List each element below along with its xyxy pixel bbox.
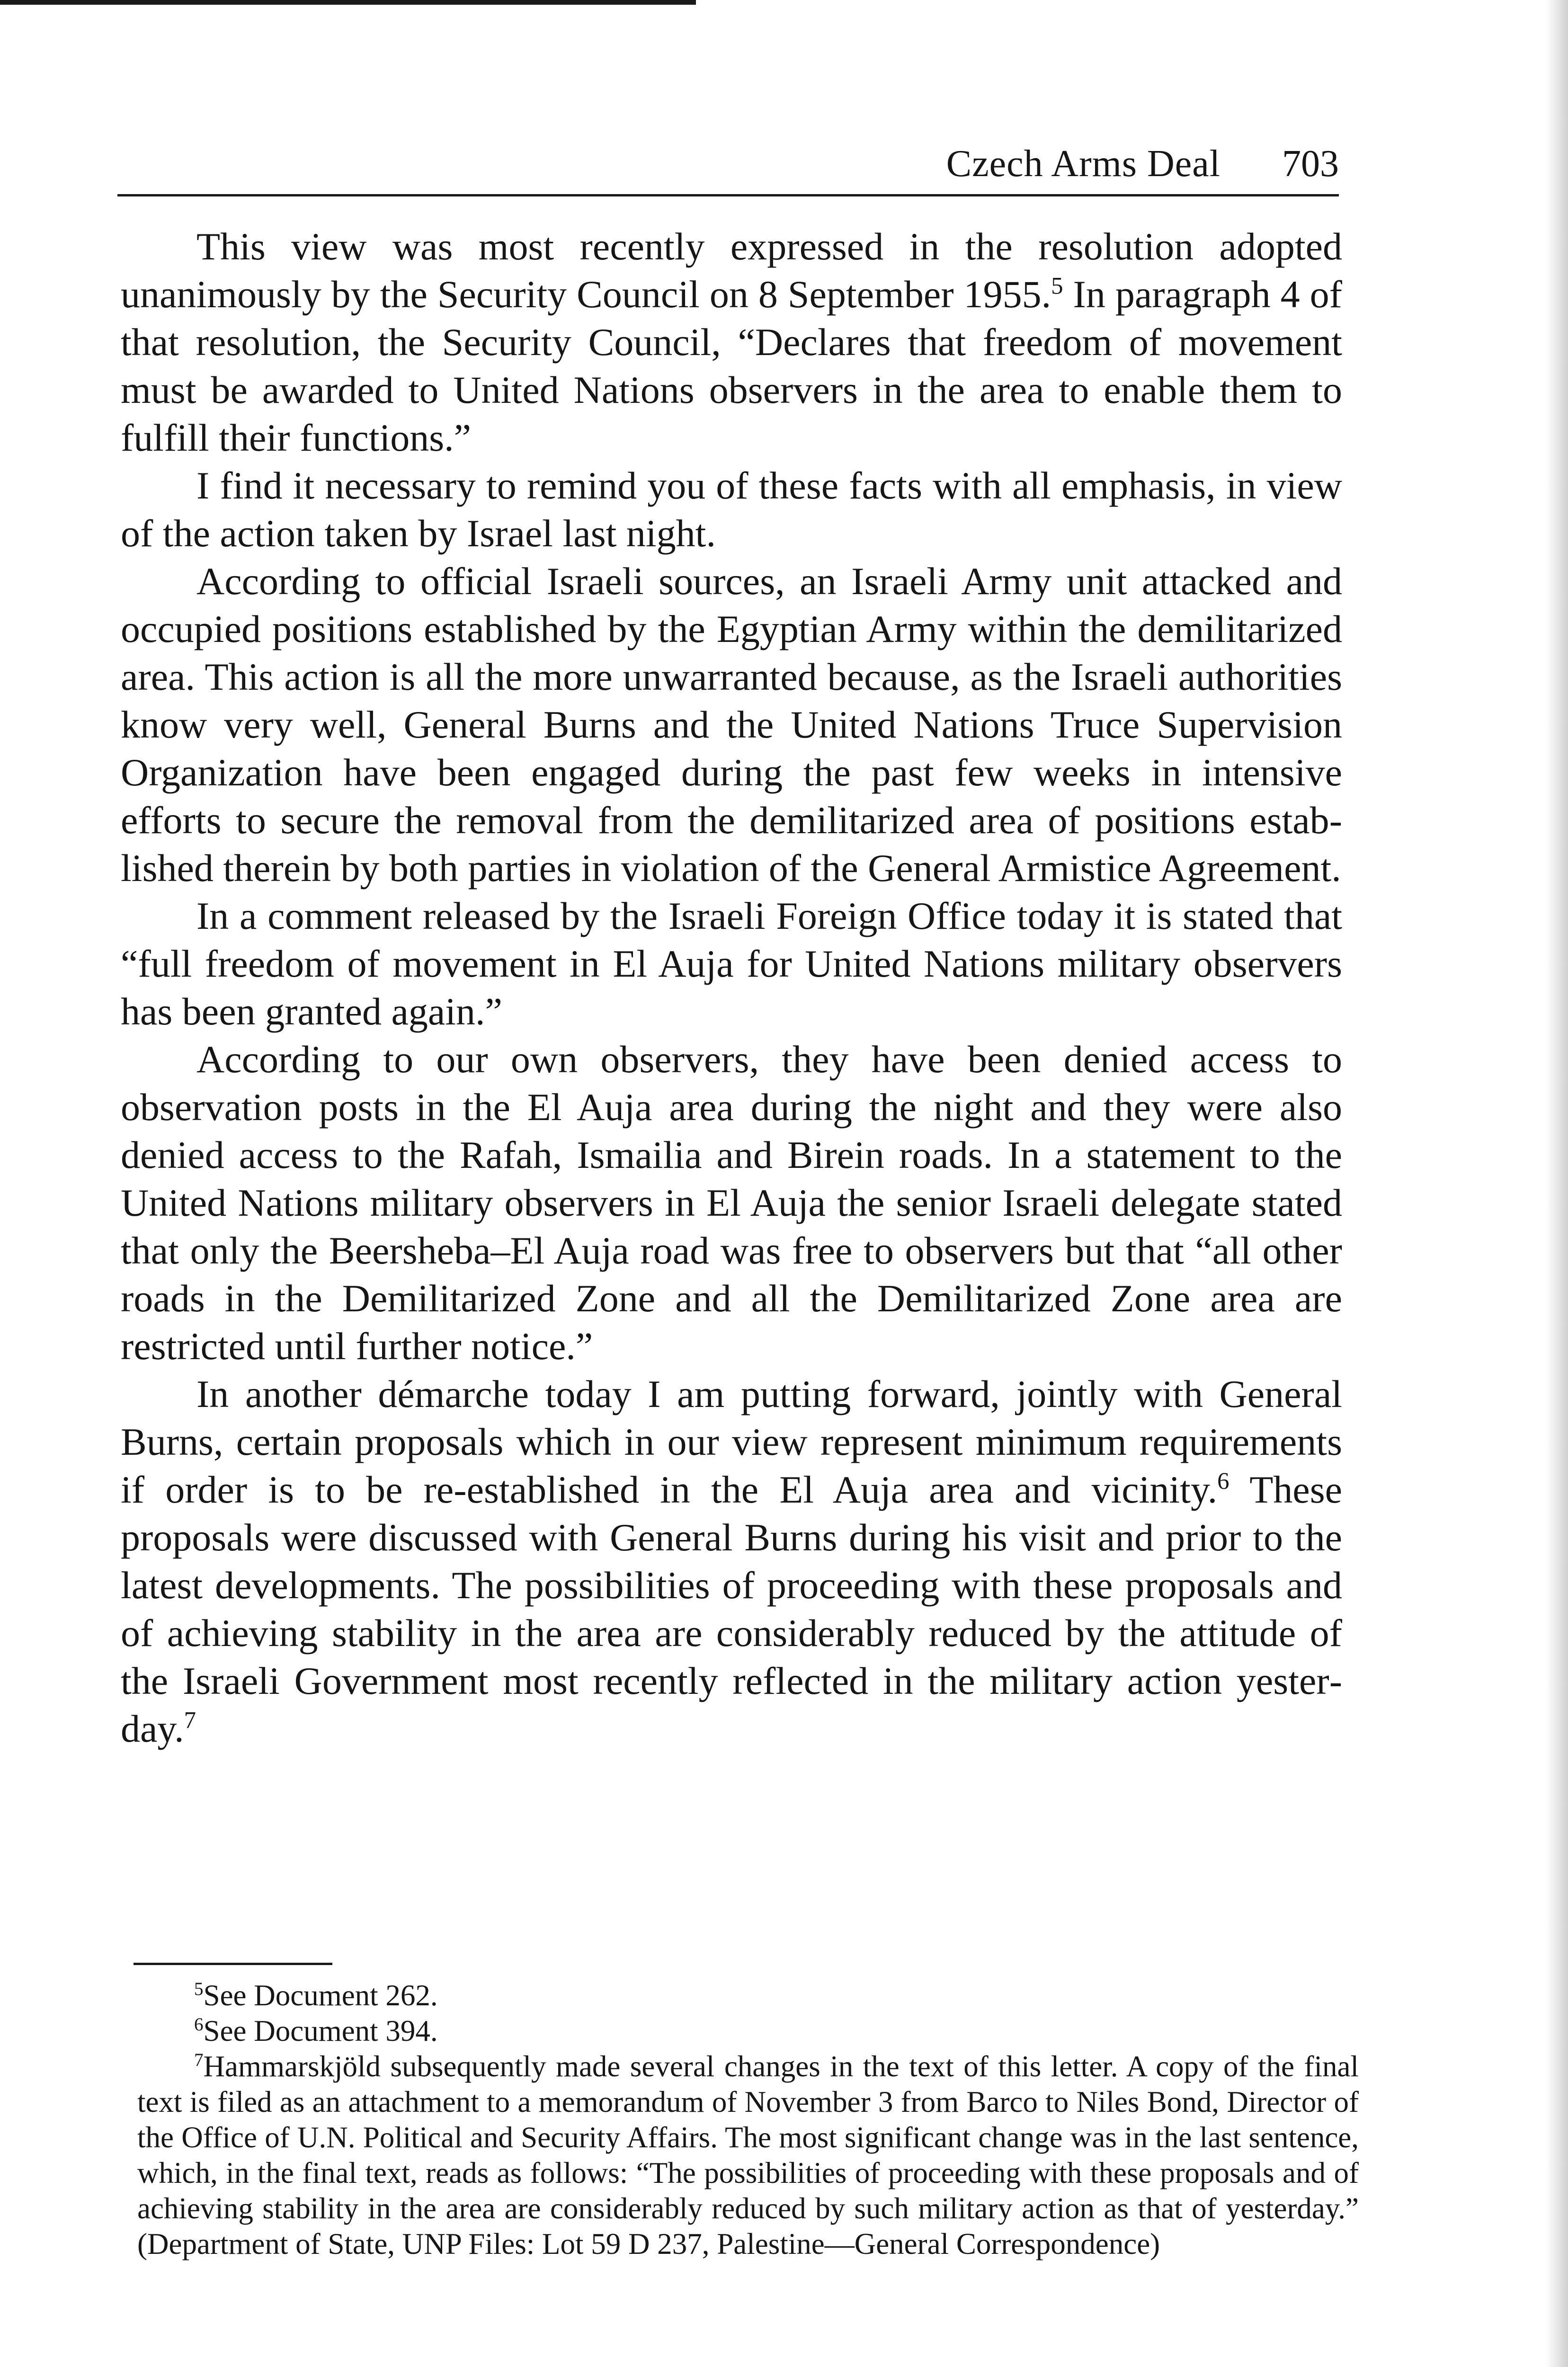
running-header bbox=[117, 133, 1339, 196]
footnote-7 bbox=[137, 2049, 1359, 2262]
page-edge-shadow bbox=[1546, 0, 1568, 2367]
footnotes bbox=[137, 1978, 1359, 2262]
footnote-ref-6: 6 bbox=[1217, 1468, 1229, 1495]
paragraph-1-text-b: In paragraph 4 of that resolution, the Security Council, “Declares that freedom of movement must be awarded to United Nations observers in the area to enable them to fulfill their functions.” bbox=[121, 273, 1342, 459]
footnote-6 bbox=[137, 2013, 1359, 2049]
footnote-ref-7: 7 bbox=[184, 1707, 196, 1734]
paragraph-1 bbox=[121, 222, 1342, 462]
footnote-text: See Document 262. bbox=[203, 1979, 438, 2012]
running-title: Czech Arms Deal bbox=[946, 143, 1221, 185]
paragraph-4: In a comment released by the Israeli Foreign Office today it is stated that “full freedom of movement in El Auja for United Nations military observers has been granted again.” bbox=[121, 894, 1342, 1033]
footnote-text: Hammarskjöld subsequently made several changes in the text of this letter. A copy of the final text is filed as an attachment to a memorandum of November 3 from Barco to Niles Bond, Director of the Office of U.N. Political and Security Affairs. The most significant change was in the last sentence, which, in the final text, reads as follows: “The possibilities of proceeding with these proposals and of achieving stability in the area are considerably reduced by such military action as that of yesterday.” (Department of State, UNP Files: Lot 59 D 237, Palestine—General Correspondence) bbox=[137, 2050, 1359, 2260]
footnote-ref-5: 5 bbox=[1051, 272, 1063, 299]
footnote-number: 5 bbox=[194, 1979, 204, 1999]
paragraph-5: According to our own observers, they have been denied access to observation posts in the El Auja area during the night and they were also denied access to the Rafah, Ismailia and Birein roads. In a statement to the United Nations military observers in El Auja the senior Israeli delegate stated that only the Beersheba–El Auja road was free to observers but that “all other roads in the Demilitarized Zone and all the Demilitarized Zone area are restricted until further notice.” bbox=[121, 1038, 1342, 1368]
footnote-number: 6 bbox=[194, 2014, 204, 2035]
scan-top-border bbox=[0, 0, 696, 5]
paragraph-6 bbox=[121, 1370, 1342, 1753]
footnote-number: 7 bbox=[194, 2050, 204, 2070]
footnote-divider bbox=[134, 1963, 332, 1965]
paragraph-6-text-b: These proposals were discussed with General Burns during his visit and prior to the latest developments. The possibilities of proceeding with these proposals and of achieving stability in the area are considerably reduced by the attitude of the Israeli Government most recently reflected in the military action yesterday. bbox=[121, 1468, 1342, 1750]
paragraph-3: According to official Israeli sources, an Israeli Army unit attacked and occupied positions established by the Egyptian Army within the demilitarized area. This action is all the more unwarranted because, as the Israeli authorities know very well, General Burns and the United Nations Truce Supervision Organization have been engaged during the past few weeks in intensive efforts to secure the removal from the demilitarized area of positions established therein by both parties in violation of the General Armistice Agreement. bbox=[121, 560, 1342, 890]
main-text bbox=[121, 222, 1342, 1753]
paragraph-2: I find it necessary to remind you of these facts with all emphasis, in view of the action taken by Israel last night. bbox=[121, 464, 1342, 555]
footnote-5 bbox=[137, 1978, 1359, 2013]
page-number: 703 bbox=[1282, 143, 1339, 185]
paragraph-1-text-a: This view was most recently expressed in the resolution adopted unanimously by the Security Council on 8 September 1955. bbox=[121, 225, 1342, 316]
footnote-text: See Document 394. bbox=[203, 2014, 438, 2047]
paragraph-6-text-a: In another démarche today I am putting forward, jointly with General Burns, certain proposals which in our view represent minimum requirements if order is to be re-established in the El Auja area and vicinity. bbox=[121, 1372, 1342, 1511]
